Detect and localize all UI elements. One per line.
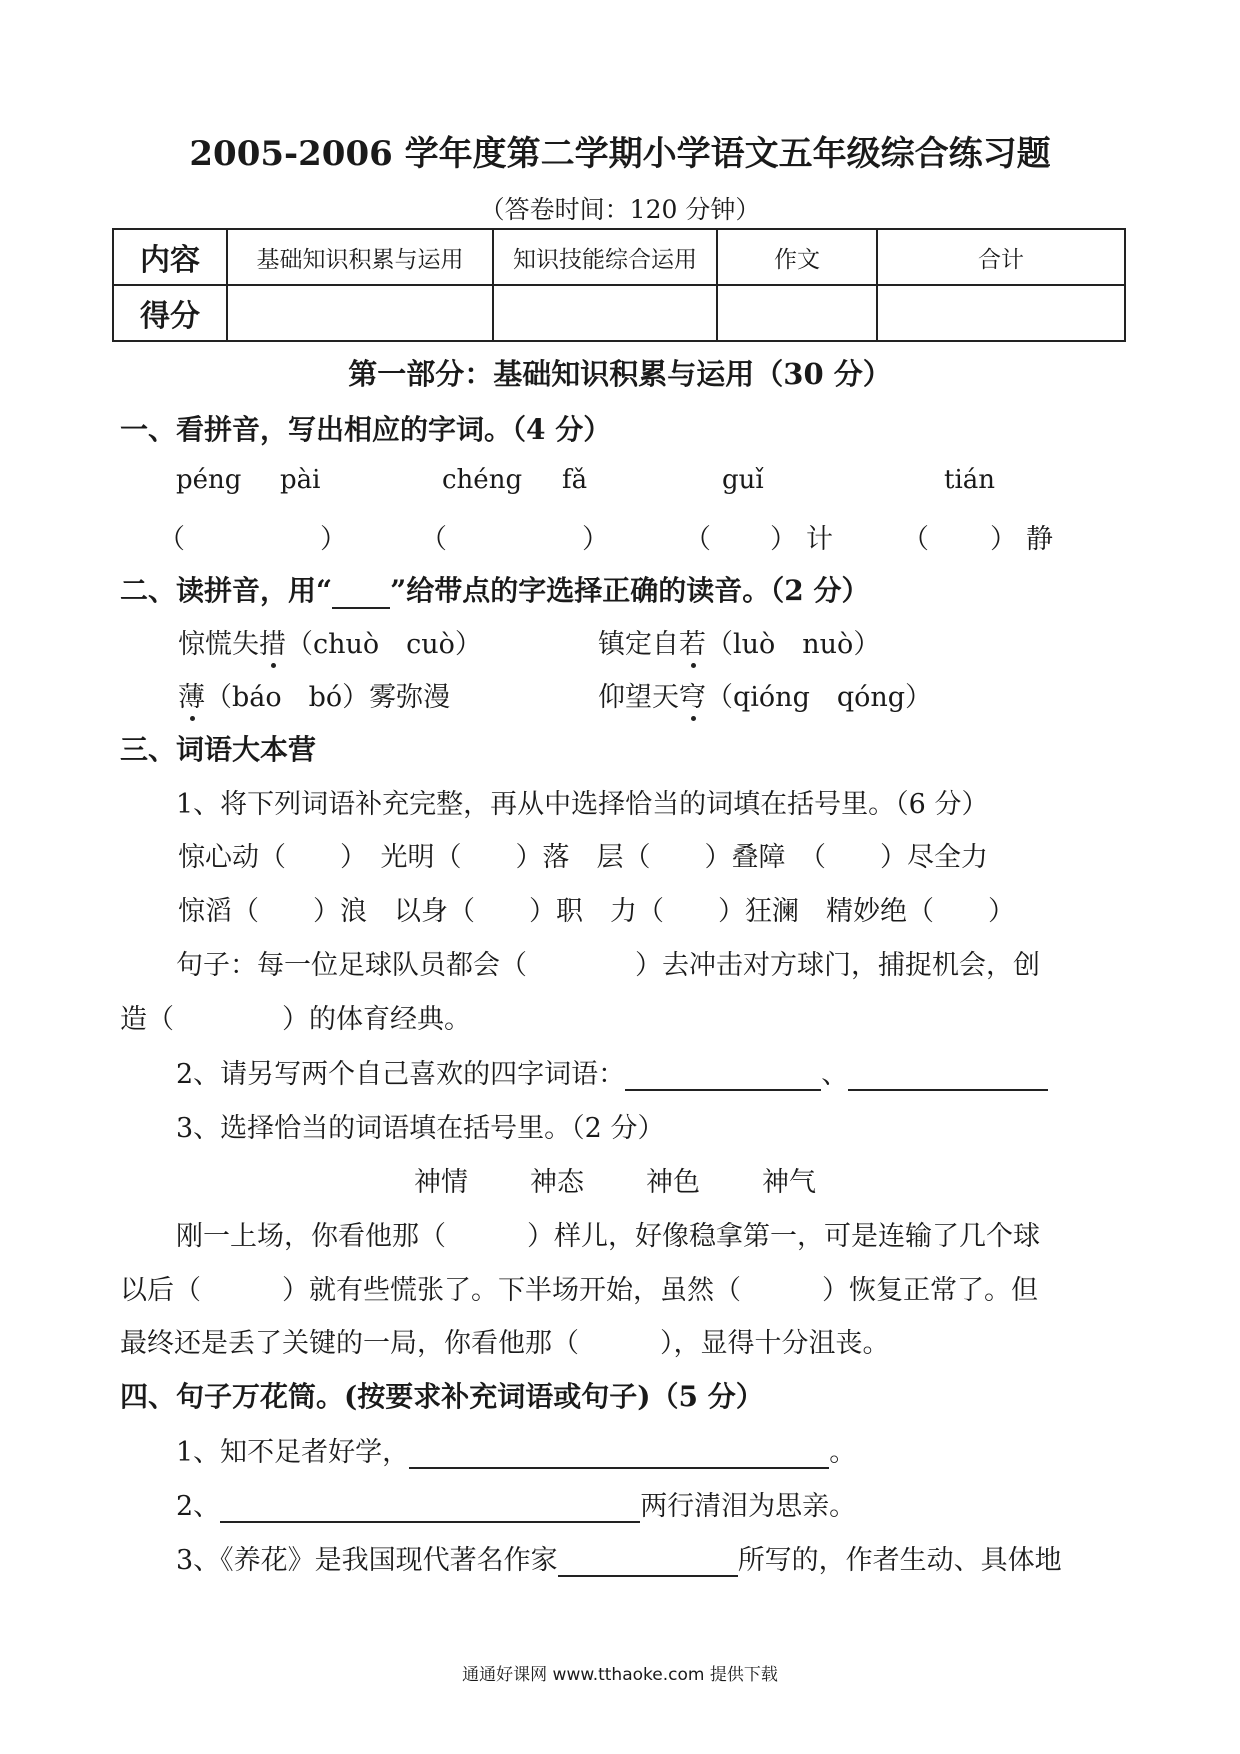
answer-3-suffix: 计 xyxy=(806,524,833,555)
score-table-header-essay: 作文 xyxy=(717,229,877,285)
answer-2-open: （ xyxy=(420,524,447,555)
score-table xyxy=(112,228,1126,342)
q4-sentence-1 xyxy=(176,1430,856,1469)
answer-4-open: （ xyxy=(902,524,929,555)
score-table-header-row xyxy=(113,229,1125,285)
q2-item-4-options[interactable]: （qióng qóng） xyxy=(706,682,933,713)
q3-sub2 xyxy=(176,1052,1048,1091)
q2-item-2 xyxy=(598,622,880,661)
question-2-title-b: ”给带点的字选择正确的读音。（2 分） xyxy=(390,574,870,607)
q3-sentence-line-2[interactable]: 造（ ）的体育经典。 xyxy=(120,1004,471,1035)
q3-idioms-row-2[interactable]: 惊滔（ ）浪 以身（ ）职 力（ ）狂澜 精妙绝（ ） xyxy=(178,896,1015,927)
question-3-title: 三、词语大本营 xyxy=(120,733,317,766)
answer-underline-sample xyxy=(332,583,390,609)
q2-item-4 xyxy=(598,675,932,714)
exam-duration: （答卷时间：120 分钟） xyxy=(479,195,761,224)
q4-s2-blank[interactable] xyxy=(220,1491,640,1523)
q3-sub3: 3、选择恰当的词语填在括号里。（2 分） xyxy=(176,1113,665,1144)
word-choice-3: 神色 xyxy=(646,1167,700,1198)
q2-item-1-options[interactable]: （chuò cuò） xyxy=(286,629,482,660)
answer-4-close: ） xyxy=(990,524,1017,555)
answer-1-close: ） xyxy=(320,524,347,555)
word-choice-4: 神气 xyxy=(762,1167,816,1198)
score-cell-total[interactable] xyxy=(877,285,1125,341)
score-table-score-label: 得分 xyxy=(113,285,227,341)
q3-paragraph-line-2[interactable]: 以后（ ）就有些慌张了。下半场开始，虽然（ ）恢复正常了。但 xyxy=(120,1275,1038,1306)
pinyin-5: guǐ xyxy=(722,465,764,495)
answer-2-close: ） xyxy=(582,524,609,555)
answer-4-suffix: 静 xyxy=(1026,524,1053,555)
score-cell-essay[interactable] xyxy=(717,285,877,341)
q3-idioms-row-1[interactable]: 惊心动（ ） 光明（ ）落 层（ ）叠障 （ ）尽全力 xyxy=(178,842,988,873)
q4-s1-blank[interactable] xyxy=(409,1437,829,1469)
pinyin-6: tián xyxy=(944,465,996,495)
score-table-header-basic: 基础知识积累与运用 xyxy=(227,229,493,285)
q3-paragraph-line-3[interactable]: 最终还是丢了关键的一局，你看他那（ ），显得十分沮丧。 xyxy=(120,1328,890,1359)
q4-s2-post: 两行清泪为思亲。 xyxy=(640,1491,857,1522)
q4-s1-pre: 1、知不足者好学， xyxy=(176,1437,410,1468)
q4-s3-pre: 3、《养花》是我国现代著名作家 xyxy=(176,1545,558,1576)
q3-sentence-line-1[interactable]: 句子：每一位足球队员都会（ ）去冲击对方球门，捕捉机会，创 xyxy=(176,950,1040,981)
score-cell-basic[interactable] xyxy=(227,285,493,341)
q2-item-1-dotted: 措 xyxy=(259,629,286,660)
question-1-title: 一、看拼音，写出相应的字词。（4 分） xyxy=(120,413,612,446)
answer-3-close: ） xyxy=(770,524,797,555)
q2-item-3 xyxy=(178,675,450,714)
score-table-score-row xyxy=(113,285,1125,341)
q2-item-1 xyxy=(178,622,482,661)
q4-s1-post: 。 xyxy=(829,1437,857,1468)
q3-paragraph-line-1[interactable]: 刚一上场，你看他那（ ）样儿，好像稳拿第一，可是连输了几个球 xyxy=(176,1221,1040,1252)
q2-item-4-pre: 仰望天 xyxy=(598,682,679,713)
q2-item-2-pre: 镇定自 xyxy=(598,629,679,660)
word-choice-1: 神情 xyxy=(414,1167,468,1198)
answer-3-open: （ xyxy=(684,524,711,555)
q2-item-2-dotted: 若 xyxy=(679,629,706,660)
part1-title: 第一部分：基础知识积累与运用（30 分） xyxy=(348,357,892,391)
q4-s3-post: 所写的，作者生动、具体地 xyxy=(737,1545,1062,1576)
q2-item-1-pre: 惊慌失 xyxy=(178,629,259,660)
word-choice-2: 神态 xyxy=(530,1167,584,1198)
question-4-title: 四、句子万花筒。(按要求补充词语或句子)（5 分） xyxy=(120,1380,764,1413)
q4-s3-blank[interactable] xyxy=(558,1545,738,1577)
score-table-header-total: 合计 xyxy=(877,229,1125,285)
document-title: 2005-2006 学年度第二学期小学语文五年级综合练习题 xyxy=(189,134,1051,174)
q4-s2-pre: 2、 xyxy=(176,1491,221,1522)
q3-sub2-label: 2、请另写两个自己喜欢的四字词语： xyxy=(176,1059,626,1090)
q2-item-2-options[interactable]: （luò nuò） xyxy=(706,629,881,660)
pinyin-1: péng xyxy=(176,465,242,495)
q4-sentence-2 xyxy=(176,1484,856,1523)
pinyin-3: chéng xyxy=(442,465,523,495)
question-2-title xyxy=(120,569,869,609)
page-footer: 通通好课网 www.tthaoke.com 提供下载 xyxy=(462,1665,778,1685)
score-table-header-skills: 知识技能综合运用 xyxy=(493,229,717,285)
answer-1-open: （ xyxy=(158,524,185,555)
pinyin-2: pài xyxy=(280,465,321,495)
question-2-title-a: 二、读拼音，用“ xyxy=(120,574,333,607)
pinyin-4: fǎ xyxy=(562,465,588,495)
q3-sub2-separator: 、 xyxy=(821,1059,849,1090)
score-table-header-content: 内容 xyxy=(113,229,227,285)
q3-sub2-blank-1[interactable] xyxy=(625,1059,821,1091)
q4-sentence-3 xyxy=(176,1538,1062,1577)
q3-sub1: 1、将下列词语补充完整，再从中选择恰当的词填在括号里。（6 分） xyxy=(176,789,989,820)
score-cell-skills[interactable] xyxy=(493,285,717,341)
q2-item-3-dotted: 薄 xyxy=(178,682,205,713)
q2-item-3-options[interactable]: （báo bó）雾弥漫 xyxy=(205,682,451,713)
q2-item-4-dotted: 穹 xyxy=(679,682,706,713)
q3-sub2-blank-2[interactable] xyxy=(848,1059,1048,1091)
